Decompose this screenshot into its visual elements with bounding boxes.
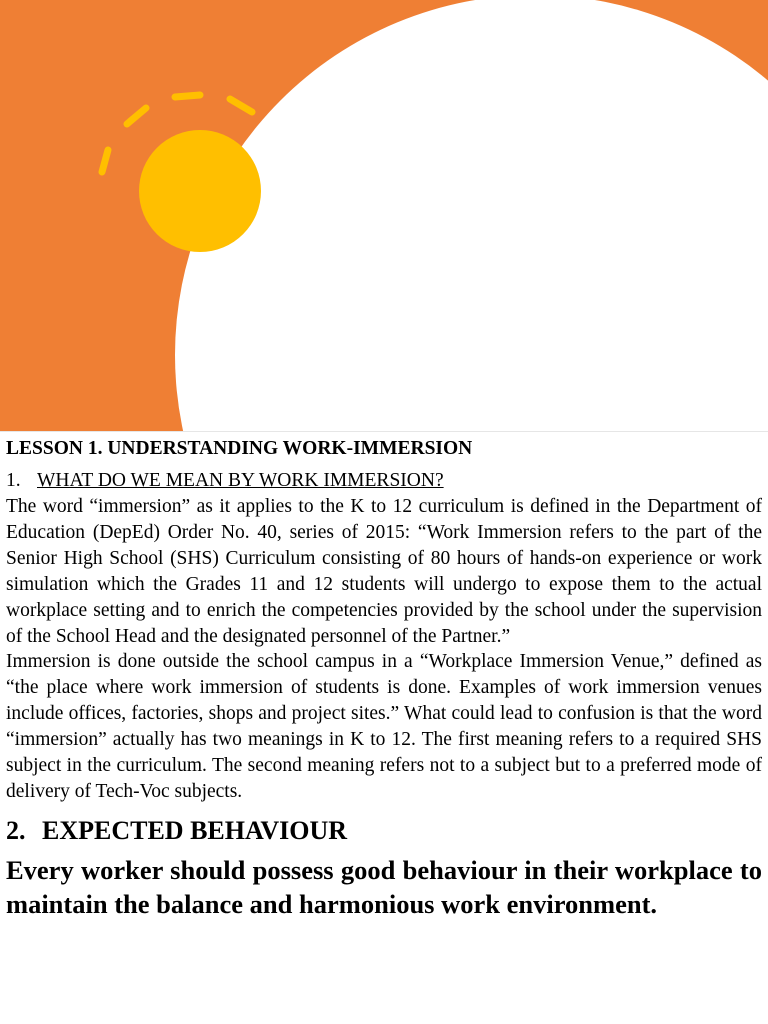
question-text: WHAT DO WE MEAN BY WORK IMMERSION? (37, 470, 444, 491)
section-heading (6, 815, 762, 847)
question-heading (6, 468, 762, 494)
sun-icon (139, 130, 261, 252)
banner-illustration (0, 0, 768, 432)
behaviour-statement: Every worker should possess good behaviour in their workplace to maintain the balance and harmonious work environment. (6, 854, 762, 920)
paragraph-definition: The word “immersion” as it applies to the K to 12 curriculum is defined in the Department of Education (DepEd) Order No. 40, series of 2015: “Work Immersion refers to the part of the Senior High School (SHS) Curriculum consisting of 80 hours of hands-on experience or work simulation which the Grades 11 and 12 students will undergo to expose them to the actual workplace setting and to enrich the competencies provided by the school under the supervision of the School Head and the designated personnel of the Partner.” (6, 496, 762, 647)
question-number: 1. (6, 470, 21, 491)
paragraph-venue: Immersion is done outside the school campus in a “Workplace Immersion Venue,” defined as “the place where work immersion of students is done. Examples of work immersion venues include offices, factories, shops and project sites.” What could lead to confusion is that the word “immersion” actually has two meanings in K to 12. The first meaning refers to a required SHS subject in the curriculum. The second meaning refers not to a subject but to a preferred mode of delivery of Tech-Voc subjects. (6, 651, 762, 802)
section-title: EXPECTED BEHAVIOUR (42, 815, 348, 845)
header-banner (0, 0, 768, 432)
section-number: 2. (6, 815, 26, 845)
banner-divider (0, 431, 768, 432)
document-body (6, 436, 762, 922)
lesson-title: LESSON 1. UNDERSTANDING WORK-IMMERSION (6, 438, 473, 459)
